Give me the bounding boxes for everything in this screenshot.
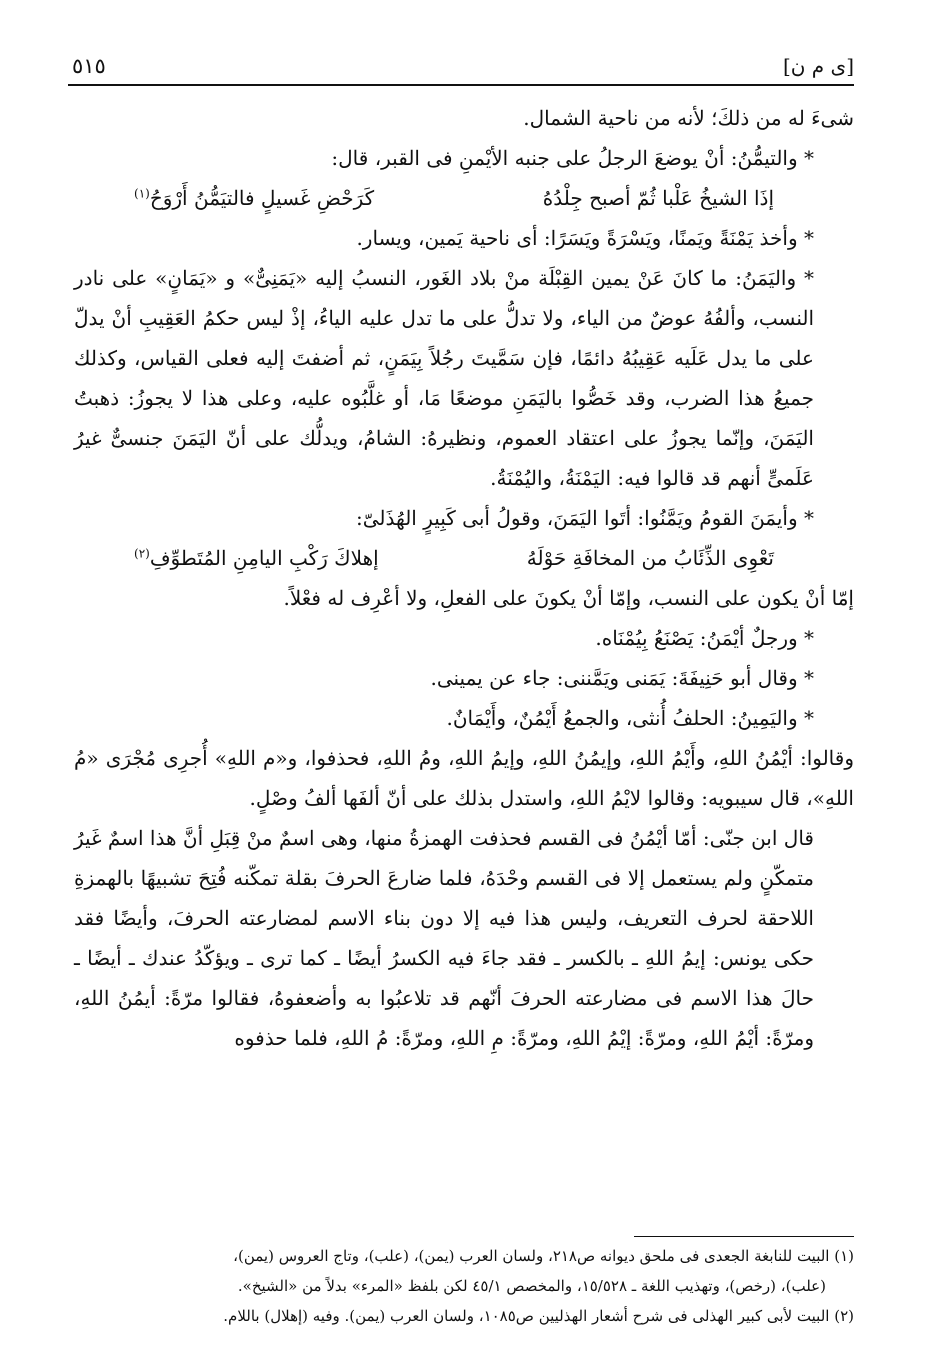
- footnote-marker: (٢): [134, 546, 150, 561]
- paragraph: إمّا أنْ يكون على النسب، وإمّا أنْ يكونَ على الفعلِ، ولا أعْرِف له فعْلاً.: [283, 586, 854, 610]
- footnote: (٢) البيت لأبى كبير الهذلى فى شرح أشعار الهذليين ص١٠٨٥، ولسان العرب (يمن). وفيه (إهلال) باللام.: [223, 1307, 854, 1325]
- verse-line: [74, 538, 854, 578]
- main-text: [74, 98, 854, 1058]
- footnote: (علب)، (رخص)، وتهذيب اللغة ـ ١٥/٥٢٨، والمخصص ٤٥/١ لكن بلفظ «المرء» بدلاً من «الشيخ».: [237, 1277, 826, 1295]
- paragraph: * ورجلٌ أيْمَنُ: يَصْنَعُ بِيُمْنَاه.: [595, 626, 814, 650]
- paragraph: قال ابن جنّى: أمّا أيْمُنُ فى القسم فحذفت الهمزةُ منها، وهى اسمٌ منْ قِبَلِ أنَّ هذا اسمٌ غَيرُ متمكّنٍ ولم يستعمل إلا فى القسم وحْدَهُ، فلما ضارعَ الحرفَ بقلة تمكّنه فُتِحَ تشبيهًا بالهمزةِ اللاحقة لحرف التعريف، وليس هذا فيه إلا دون بناء الاسم لمضارعته الحرفَ، وأيضًا فقد حكى يونس: إيمُ اللهِ ـ بالكسر ـ فقد جاءَ فيه الكسرُ أيضًا ـ كما ترى ـ ويؤكّدُ عندك ـ أيضًا ـ حالَ هذا الاسم فى مضارعته الحرفَ أنّهم قد تلاعبُوا به وأضعفوهُ، فقالوا مرّةً: أيمُنُ اللهِ، ومرّةً: أيْمُ اللهِ، ومرّةً: إيْمُ اللهِ، ومرّةً: مِ اللهِ، ومرّةً: مُ اللهِ، فلما حذفوه: [74, 826, 814, 1050]
- paragraph: * والتيمُّنُ: أنْ يوضعَ الرجلُ على جنبه الأيْمنِ فى القبر، قال:: [331, 146, 814, 170]
- verse-hemistich: كَرَحْضِ غَسيلٍ فالتيَمُّنُ أَرْوَحُ$^{(١)}$: [134, 186, 375, 210]
- footnote-divider: [634, 1236, 854, 1237]
- paragraph: * واليَمِينُ: الحلفُ أُنثى، والجمعُ أَيْمُنٌ، وأَيْمَانٌ.: [446, 706, 814, 730]
- paragraph: * وأخذ يَمْنَةً ويَمنًا، ويَسْرَةً ويَسَرًا: أى ناحية يَمين، ويسار.: [356, 226, 814, 250]
- paragraph: * واليَمَنُ: ما كانَ عَنْ يمين القِبْلَة منْ بلاد الغَور، النسبُ إليه «يَمَنِىٌّ» و «يَمَانٍ» على نادر النسب، وألفُهُ عوضٌ من الياء، ولا تدلُّ على ما تدل عليه الياءُ، إذْ ليس حكمُ العَقِيبِ أنْ يدلّ على ما يدل عَلَيه عَقِيبُهُ دائمًا، فإن سَمَّيتَ رجُلاً بِيَمَنٍ، ثم أضفتَ إليه فعلى القياس، وكذلك جميعُ هذا الضرب، وقد خَصُّوا باليَمَنِ موضعًا مَا، أو غلَّبُوه عليه، وعلى هذا لا يجوزُ: ذهبتُ اليَمَنَ، وإنّما يجوزُ على اعتقاد العموم، ونظيرهُ: الشامُ، ويدلُّك على أنّ اليَمَنَ جنسىٌّ غيرُ عَلَمىٍّ أنهم قد قالوا فيه: اليَمْنَةُ، واليُمْنَةُ.: [74, 266, 814, 490]
- footnote-marker: (١): [134, 186, 150, 201]
- page-header: [68, 44, 854, 86]
- running-head: [ى م ن]: [782, 54, 854, 78]
- paragraph: وقالوا: أيْمُنُ اللهِ، وأَيْمُ اللهِ، وإيمُنُ اللهِ، وإيمُ اللهِ، ومُ اللهِ، فحذفوا، و«م اللهِ» أُجرِى مُجْرَى «مُ اللهِ»، قال سيبويه: وقالوا لايْمُ اللهِ، واستدل بذلك على أنّ ألفَها ألفُ وصْلٍ.: [74, 746, 854, 810]
- footnotes: [74, 1236, 854, 1331]
- verse-line: [74, 178, 854, 218]
- verse-hemistich: إذَا الشيخُ عَلْبا ثُمّ أصبح جِلْدُهُ: [542, 186, 774, 210]
- page-number: ٥١٥: [72, 54, 106, 78]
- paragraph: شىءَ له من ذلكَ؛ لأنه من ناحية الشمال.: [523, 106, 854, 130]
- paragraph: * وأيمَنَ القومُ ويَمَّنُوا: أتَوا اليَمَنَ، وقولُ أبى كَبِيرٍ الهُذَلىّ:: [355, 506, 814, 530]
- paragraph: * وقال أبو حَنِيفَةَ: يَمَنى ويَمَّننى: جاء عن يمينى.: [430, 666, 814, 690]
- verse-hemistich: تَعْوِى الذِّئَابُ من المخافَةِ حَوْلَهُ: [526, 546, 774, 570]
- footnote: (١) البيت للنابغة الجعدى فى ملحق ديوانه ص٢١٨، ولسان العرب (يمن)، (علب)، وتاج العروس (يمن)،: [233, 1247, 854, 1265]
- verse-hemistich: إهلاكَ رَكْبِ اليامِنِ المُتَطوِّفِ$^{(٢)}$: [134, 546, 379, 570]
